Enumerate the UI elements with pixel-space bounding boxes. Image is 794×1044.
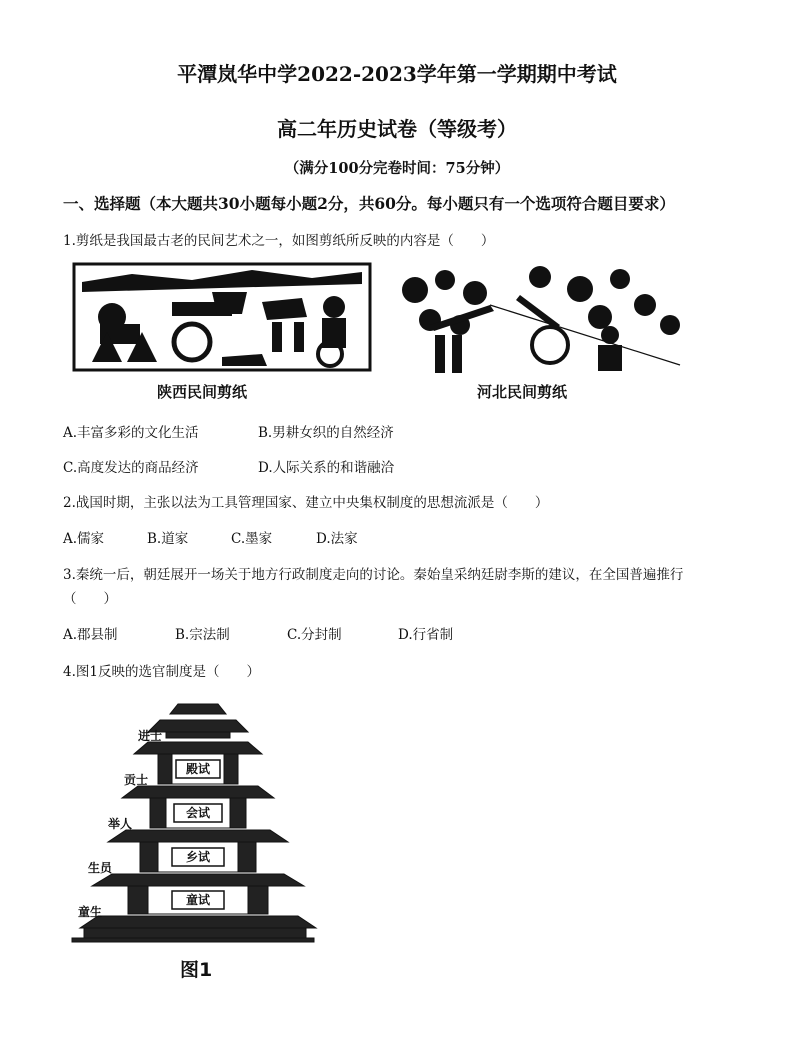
question-1-option-a[interactable]: A.丰富多彩的文化生活 (63, 425, 199, 441)
rank-label-shengyuan: 生员 (88, 861, 113, 875)
question-2-stem: 2.战国时期，主张以法为工具管理国家、建立中央集权制度的思想流派是（ ） (63, 495, 549, 511)
question-3-stem-continued: （ ） (63, 591, 117, 607)
exam-subtitle: 高二年历史试卷（等级考） (277, 117, 517, 141)
exam-meta: （满分100分完卷时间：75分钟） (284, 160, 510, 177)
shaanxi-papercut-figure (72, 262, 372, 372)
question-2-option-d[interactable]: D.法家 (316, 531, 358, 547)
question-3-option-a[interactable]: A.郡县制 (63, 627, 118, 643)
question-3-option-c[interactable]: C.分封制 (287, 627, 342, 643)
rank-label-juren: 举人 (108, 817, 133, 831)
question-2-option-c[interactable]: C.墨家 (231, 531, 273, 547)
rank-label-gongshi: 贡士 (124, 773, 149, 787)
floor-label-metropolitan-exam: 会试 (185, 806, 211, 820)
exam-pagoda-figure (68, 700, 318, 990)
question-1-option-d[interactable]: D.人际关系的和谐融洽 (258, 460, 395, 476)
question-3-option-d[interactable]: D.行省制 (398, 627, 454, 643)
exam-title: 平潭岚华中学2022-2023学年第一学期期中考试 (177, 62, 617, 86)
floor-label-palace-exam: 殿试 (185, 762, 211, 776)
question-1-option-c[interactable]: C.高度发达的商品经济 (63, 460, 199, 476)
question-4-stem: 4.图1反映的选官制度是（ ） (63, 664, 260, 680)
question-2-option-b[interactable]: B.道家 (147, 531, 189, 547)
question-1-stem: 1.剪纸是我国最古老的民间艺术之一，如图剪纸所反映的内容是（ ） (63, 233, 495, 249)
rank-label-jinshi: 进士 (138, 729, 163, 743)
section-heading: 一、选择题（本大题共30小题每小题2分，共60分。每小题只有一个选项符合题目要求） (63, 194, 675, 213)
hebei-papercut-caption: 河北民间剪纸 (477, 383, 568, 401)
shaanxi-papercut-caption: 陕西民间剪纸 (157, 383, 248, 401)
question-3-option-b[interactable]: B.宗法制 (175, 627, 230, 643)
floor-label-provincial-exam: 乡试 (185, 850, 211, 864)
question-3-stem: 3.秦统一后，朝廷展开一场关于地方行政制度走向的讨论。秦始皇采纳廷尉李斯的建议，在全国普遍推行 (63, 567, 684, 583)
question-2-option-a[interactable]: A.儒家 (63, 531, 105, 547)
rank-label-tongsheng: 童生 (78, 905, 103, 919)
question-1-option-b[interactable]: B.男耕女织的自然经济 (258, 425, 394, 441)
figure-1-caption: 图1 (180, 959, 213, 981)
hebei-papercut-figure (390, 265, 690, 375)
floor-label-child-exam: 童试 (185, 893, 211, 907)
